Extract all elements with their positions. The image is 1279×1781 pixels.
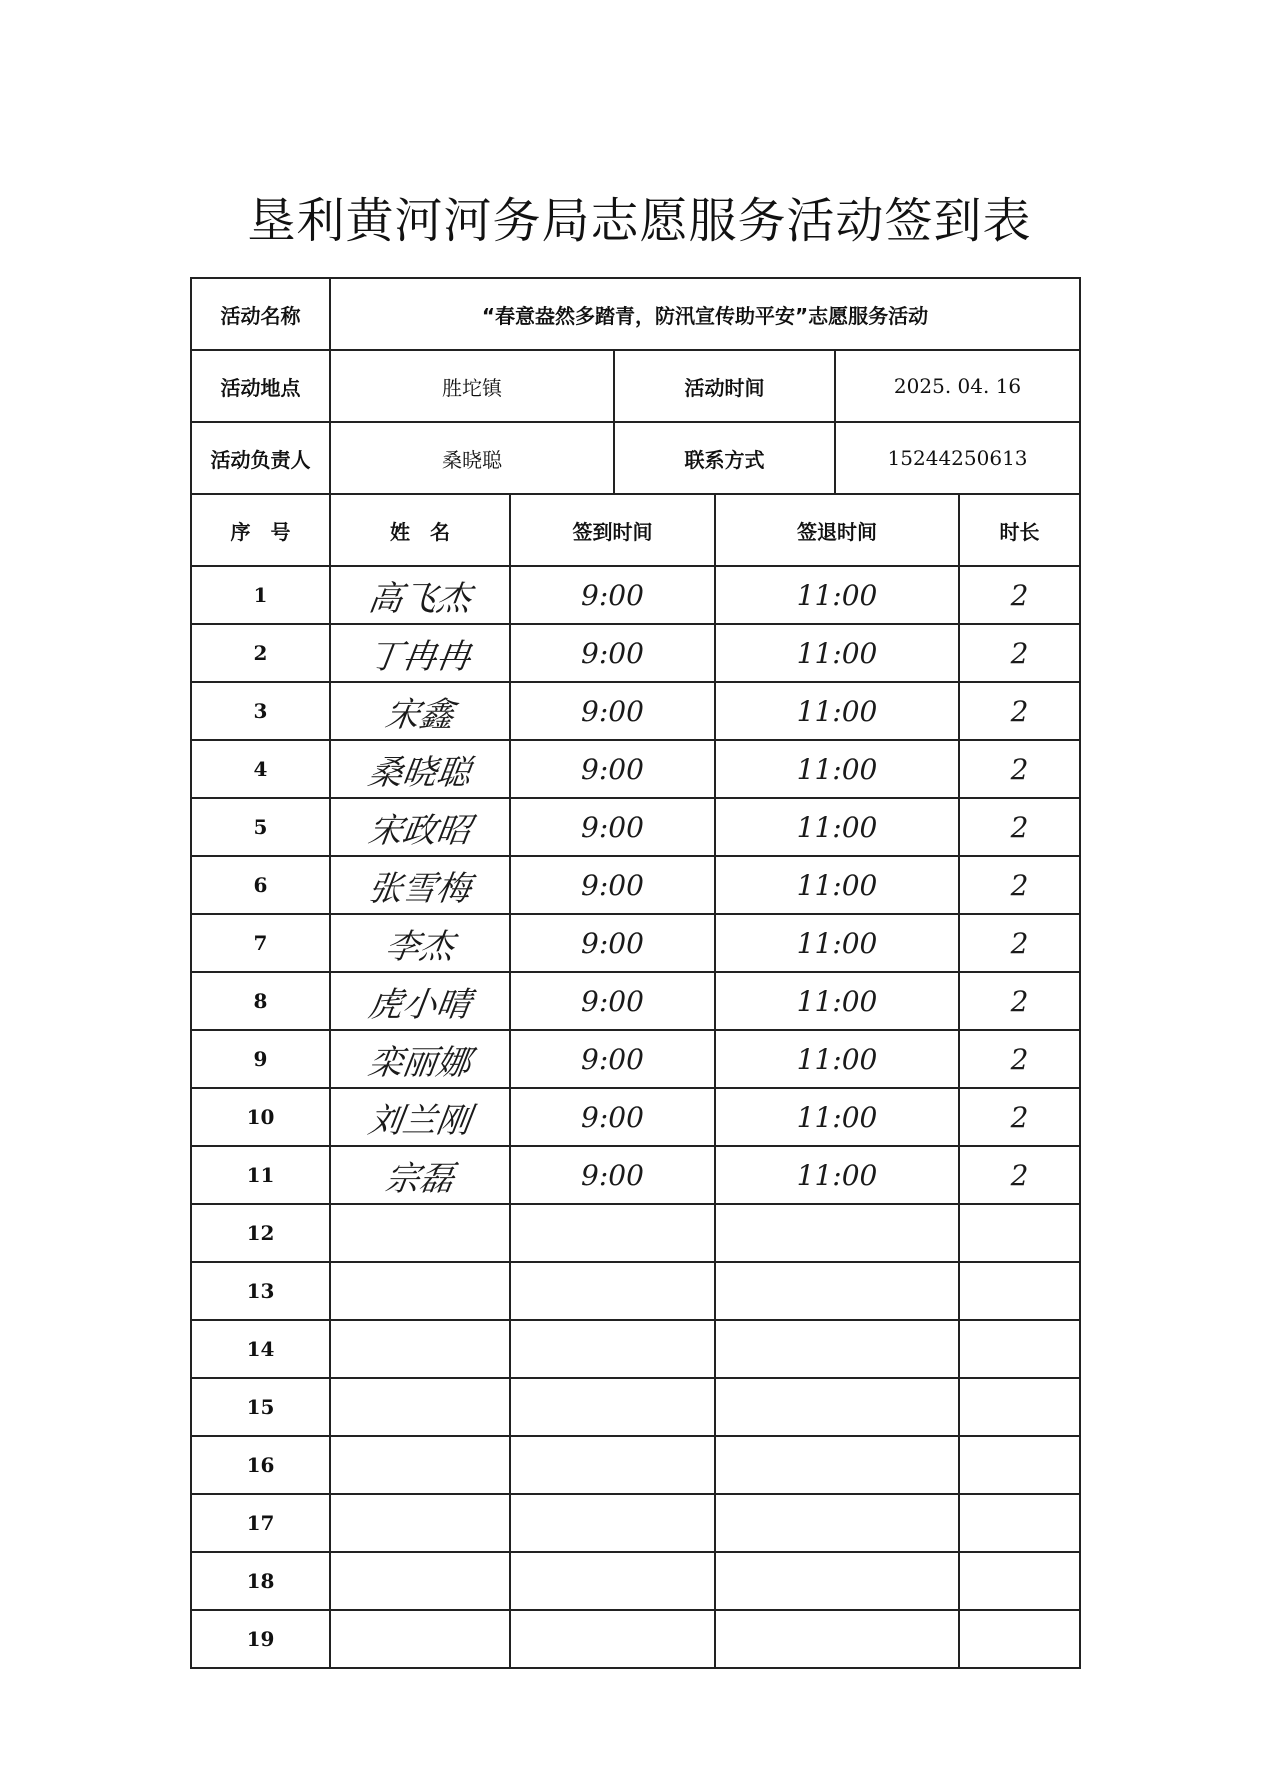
activity-name-row — [191, 278, 1080, 350]
duration-value: 2 — [959, 1088, 1080, 1146]
duration-value — [959, 1378, 1080, 1436]
duration-value: 2 — [959, 856, 1080, 914]
row-number: 16 — [191, 1436, 330, 1494]
duration-value: 2 — [959, 798, 1080, 856]
checkin-time: 9:00 — [510, 856, 715, 914]
checkin-time: 9:00 — [510, 682, 715, 740]
signature-name: 丁冉冉 — [365, 636, 474, 677]
signature-cell — [330, 972, 510, 1030]
checkout-time — [715, 1494, 959, 1552]
signature-cell — [330, 798, 510, 856]
table-row — [191, 1378, 1080, 1436]
checkout-time: 11:00 — [715, 566, 959, 624]
checkin-time — [510, 1494, 715, 1552]
col-checkin: 签到时间 — [510, 494, 715, 566]
row-number: 17 — [191, 1494, 330, 1552]
table-row — [191, 1030, 1080, 1088]
duration-value: 2 — [959, 914, 1080, 972]
row-number: 4 — [191, 740, 330, 798]
row-number: 9 — [191, 1030, 330, 1088]
checkin-time — [510, 1320, 715, 1378]
signature-cell — [330, 1262, 510, 1320]
checkin-time — [510, 1610, 715, 1668]
checkout-time — [715, 1204, 959, 1262]
duration-value: 2 — [959, 1146, 1080, 1204]
checkout-time: 11:00 — [715, 1030, 959, 1088]
signature-cell — [330, 1204, 510, 1262]
time-label: 活动时间 — [614, 350, 835, 422]
table-row — [191, 1146, 1080, 1204]
row-number: 3 — [191, 682, 330, 740]
leader-row — [191, 422, 1080, 494]
table-row — [191, 740, 1080, 798]
signature-name: 刘兰刚 — [365, 1100, 474, 1141]
location-label: 活动地点 — [191, 350, 330, 422]
checkout-time: 11:00 — [715, 972, 959, 1030]
checkin-time: 9:00 — [510, 798, 715, 856]
signin-rows — [191, 566, 1080, 1668]
signature-cell — [330, 1146, 510, 1204]
duration-value — [959, 1320, 1080, 1378]
activity-name-label: 活动名称 — [191, 278, 330, 350]
checkin-time: 9:00 — [510, 1030, 715, 1088]
time-value: 2025. 04. 16 — [835, 350, 1080, 422]
table-row — [191, 1204, 1080, 1262]
checkout-time — [715, 1552, 959, 1610]
table-row — [191, 1262, 1080, 1320]
duration-value: 2 — [959, 740, 1080, 798]
signature-name: 张雪梅 — [365, 868, 474, 909]
row-number: 7 — [191, 914, 330, 972]
table-row — [191, 1552, 1080, 1610]
table-row — [191, 682, 1080, 740]
row-number: 15 — [191, 1378, 330, 1436]
checkin-time: 9:00 — [510, 624, 715, 682]
signature-cell — [330, 1610, 510, 1668]
table-row — [191, 566, 1080, 624]
location-value: 胜坨镇 — [330, 350, 614, 422]
signature-cell — [330, 1378, 510, 1436]
checkout-time: 11:00 — [715, 914, 959, 972]
checkin-time: 9:00 — [510, 740, 715, 798]
duration-value: 2 — [959, 972, 1080, 1030]
duration-value: 2 — [959, 1030, 1080, 1088]
table-row — [191, 624, 1080, 682]
contact-value: 15244250613 — [835, 422, 1080, 494]
row-number: 8 — [191, 972, 330, 1030]
checkout-time: 11:00 — [715, 740, 959, 798]
checkin-time — [510, 1378, 715, 1436]
location-row — [191, 350, 1080, 422]
signature-cell — [330, 1552, 510, 1610]
checkout-time: 11:00 — [715, 682, 959, 740]
contact-label: 联系方式 — [614, 422, 835, 494]
table-row — [191, 856, 1080, 914]
row-number: 1 — [191, 566, 330, 624]
signature-name: 宋鑫 — [382, 694, 457, 735]
signature-name: 栾丽娜 — [365, 1042, 474, 1083]
checkout-time — [715, 1378, 959, 1436]
checkin-time — [510, 1262, 715, 1320]
signature-name: 宋政昭 — [365, 810, 474, 851]
row-number: 10 — [191, 1088, 330, 1146]
signature-name: 李杰 — [382, 926, 457, 967]
signature-name: 虎小晴 — [365, 984, 474, 1025]
row-number: 19 — [191, 1610, 330, 1668]
table-row — [191, 1436, 1080, 1494]
signature-cell — [330, 1088, 510, 1146]
duration-value — [959, 1610, 1080, 1668]
checkout-time: 11:00 — [715, 856, 959, 914]
checkout-time: 11:00 — [715, 624, 959, 682]
signature-name: 高飞杰 — [365, 578, 474, 619]
signature-cell — [330, 682, 510, 740]
signature-cell — [330, 740, 510, 798]
table-row — [191, 914, 1080, 972]
duration-value — [959, 1552, 1080, 1610]
checkin-time: 9:00 — [510, 972, 715, 1030]
table-row — [191, 1320, 1080, 1378]
checkout-time: 11:00 — [715, 1146, 959, 1204]
signature-cell — [330, 1436, 510, 1494]
signature-cell — [330, 624, 510, 682]
row-number: 13 — [191, 1262, 330, 1320]
checkin-time — [510, 1204, 715, 1262]
checkout-time — [715, 1610, 959, 1668]
checkin-time: 9:00 — [510, 1146, 715, 1204]
row-number: 11 — [191, 1146, 330, 1204]
column-header-row — [191, 494, 1080, 566]
row-number: 2 — [191, 624, 330, 682]
row-number: 18 — [191, 1552, 330, 1610]
checkin-time — [510, 1552, 715, 1610]
col-duration: 时长 — [959, 494, 1080, 566]
checkin-time — [510, 1436, 715, 1494]
page-title: 垦利黄河河务局志愿服务活动签到表 — [247, 193, 1032, 249]
row-number: 6 — [191, 856, 330, 914]
signature-cell — [330, 914, 510, 972]
signature-cell — [330, 1030, 510, 1088]
duration-value: 2 — [959, 682, 1080, 740]
signature-cell — [330, 1494, 510, 1552]
leader-value: 桑晓聪 — [330, 422, 614, 494]
checkout-time — [715, 1320, 959, 1378]
duration-value — [959, 1436, 1080, 1494]
table-row — [191, 798, 1080, 856]
leader-label: 活动负责人 — [191, 422, 330, 494]
duration-value: 2 — [959, 624, 1080, 682]
checkout-time — [715, 1262, 959, 1320]
col-seq: 序 号 — [191, 494, 330, 566]
table-row — [191, 1088, 1080, 1146]
signature-cell — [330, 1320, 510, 1378]
table-row — [191, 1610, 1080, 1668]
row-number: 12 — [191, 1204, 330, 1262]
signature-cell — [330, 856, 510, 914]
signin-table — [190, 277, 1081, 1669]
col-name: 姓 名 — [330, 494, 510, 566]
checkin-time: 9:00 — [510, 1088, 715, 1146]
duration-value — [959, 1494, 1080, 1552]
table-row — [191, 972, 1080, 1030]
row-number: 14 — [191, 1320, 330, 1378]
duration-value — [959, 1262, 1080, 1320]
signature-name: 宗磊 — [382, 1158, 457, 1199]
checkin-time: 9:00 — [510, 914, 715, 972]
activity-name-value: “春意盎然多踏青，防汛宣传助平安”志愿服务活动 — [330, 278, 1080, 350]
row-number: 5 — [191, 798, 330, 856]
signature-cell — [330, 566, 510, 624]
checkin-time: 9:00 — [510, 566, 715, 624]
duration-value — [959, 1204, 1080, 1262]
checkout-time: 11:00 — [715, 798, 959, 856]
signature-name: 桑晓聪 — [365, 752, 474, 793]
table-row — [191, 1494, 1080, 1552]
checkout-time: 11:00 — [715, 1088, 959, 1146]
checkout-time — [715, 1436, 959, 1494]
col-checkout: 签退时间 — [715, 494, 959, 566]
duration-value: 2 — [959, 566, 1080, 624]
